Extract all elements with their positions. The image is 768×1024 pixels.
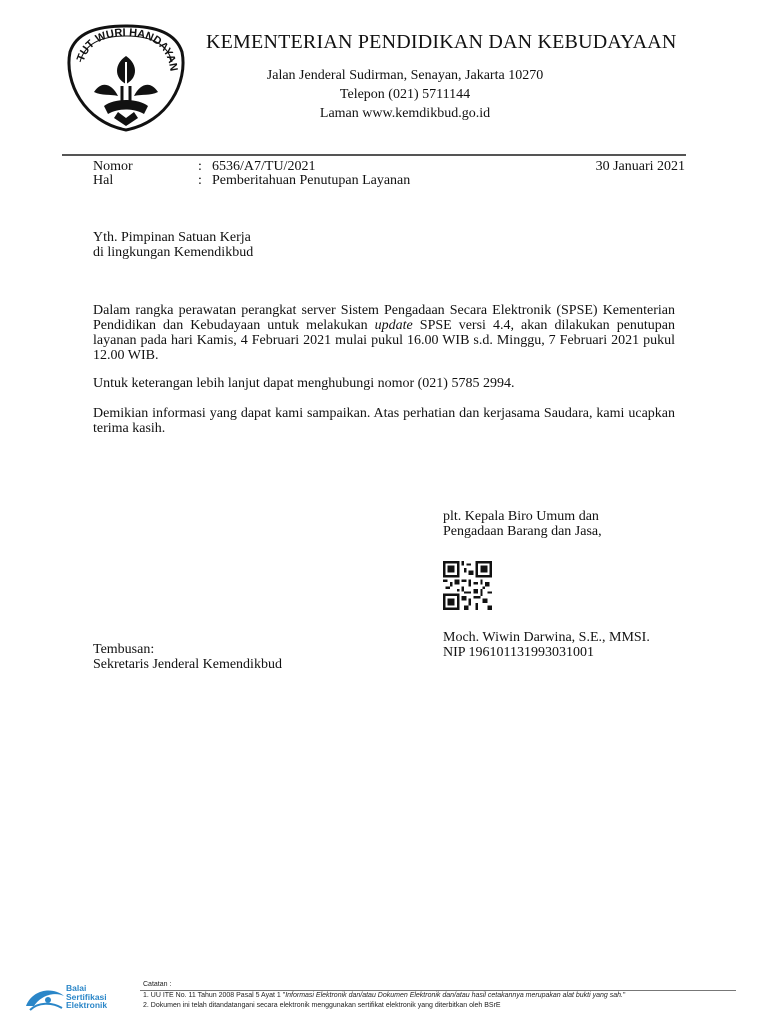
bsre-line-3: Elektronik <box>66 1000 108 1010</box>
note-1-text-end: " <box>622 992 626 999</box>
address-line: Jalan Jenderal Sudirman, Senayan, Jakarta 10270 <box>266 68 544 83</box>
addressee-line-2: di lingkungan Kemendikbud <box>93 245 254 260</box>
footer-catatan-label: Catatan : <box>143 981 172 988</box>
bsre-line-1: Balai <box>66 983 87 993</box>
nomor-colon: : <box>198 159 202 174</box>
signatory-title-line-1: plt. Kepala Biro Umum dan <box>443 509 599 524</box>
signatory-title-block <box>443 509 602 539</box>
tembusan-block <box>93 642 282 672</box>
signatory-title-line-2: Pengadaan Barang dan Jasa, <box>443 524 602 539</box>
tut-wuri-handayani-emblem-icon <box>64 22 188 134</box>
phone-line: Telepon (021) 5711144 <box>339 87 471 102</box>
paragraph-1-text-start: Dalam rangka perawatan perangkat server Sistem Pengadaan Secara Elektronik (SPSE) Kementerian Pendidikan dan Kebudayaan untuk melakukan <box>93 303 675 333</box>
signatory-name: Moch. Wiwin Darwina, S.E., MMSI. <box>443 630 650 645</box>
note-1-text-start: 1. UU ITE No. 11 Tahun 2008 Pasal 5 Ayat 1 " <box>143 992 286 999</box>
body-paragraph-2: Untuk keterangan lebih lanjut dapat menghubungi nomor (021) 5785 2994. <box>93 376 515 391</box>
hal-label: Hal <box>93 173 114 188</box>
note-1-italic-quote: Informasi Elektronik dan/atau Dokumen Elektronik dan/atau hasil cetakannya merupakan alat bukti yang sah. <box>285 992 623 999</box>
addressee-line-1: Yth. Pimpinan Satuan Kerja <box>93 230 251 245</box>
addressee-block <box>93 230 253 260</box>
footer-note-1 <box>143 992 625 999</box>
letter-date: 30 Januari 2021 <box>595 159 685 174</box>
body-paragraph-3: Demikian informasi yang dapat kami sampaikan. Atas perhatian dan kerjasama Saudara, kami ucapkan terima kasih. <box>93 406 675 436</box>
hal-value: Pemberitahuan Penutupan Layanan <box>212 173 411 188</box>
nomor-label: Nomor <box>93 159 133 174</box>
signatory-nip: NIP 196101131993031001 <box>443 645 595 660</box>
emblem-text: TUT WURI HANDAYAN <box>74 26 180 73</box>
nomor-value: 6536/A7/TU/2021 <box>212 159 316 174</box>
letterhead-divider <box>62 154 686 156</box>
hal-colon: : <box>198 173 202 188</box>
bsre-line-2: Sertifikasi <box>66 991 107 1002</box>
letterhead-address-block <box>210 66 600 123</box>
paragraph-1-italic-term: update <box>374 318 413 333</box>
paragraph-1-text-end: SPSE versi 4.4, akan dilakukan penutupan layanan pada hari Kamis, 4 Februari 2021 mulai pukul 16.00 WIB s.d. Minggu, 7 Februari 2021 pukul 12.00 WIB. <box>93 318 676 363</box>
footer-note-2: 2. Dokumen ini telah ditandatangani secara elektronik menggunakan sertifikat elektronik yang diterbitkan oleh BSrE <box>143 1002 501 1009</box>
body-paragraph-1 <box>93 303 675 363</box>
tembusan-recipient: Sekretaris Jenderal Kemendikbud <box>93 657 282 672</box>
bsre-name <box>66 984 107 1010</box>
ministry-name: KEMENTERIAN PENDIDIKAN DAN KEBUDAYAAN <box>206 31 677 53</box>
qr-code-icon <box>443 561 492 610</box>
tembusan-label: Tembusan: <box>93 642 155 657</box>
website-line: Laman www.kemdikbud.go.id <box>319 106 491 121</box>
signatory-identity-block <box>443 630 650 660</box>
hal-row <box>93 173 693 188</box>
footer-divider <box>140 990 736 991</box>
